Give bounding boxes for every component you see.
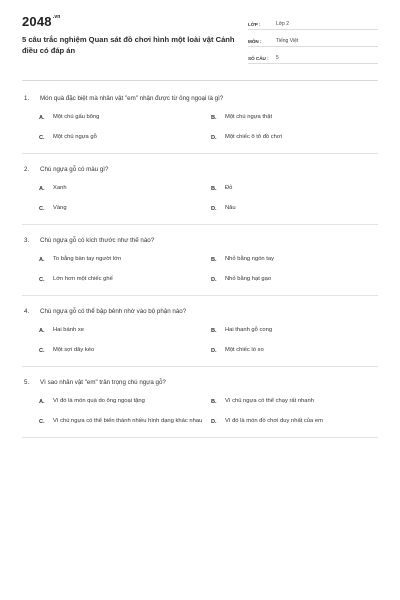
meta-label: MÔN :: [248, 39, 262, 44]
option-letter: C.: [39, 276, 45, 283]
question-prompt: Chú ngựa gỗ có kích thước như thế nào?: [40, 236, 155, 244]
option-c[interactable]: [39, 274, 211, 285]
option-letter: D.: [211, 276, 217, 283]
option-letter: B.: [211, 327, 217, 334]
option-text: Vì chú ngựa có thể chạy rất nhanh: [225, 398, 314, 404]
option-c[interactable]: [39, 345, 211, 356]
option-b[interactable]: [211, 183, 383, 194]
meta-label: SỐ CÂU :: [248, 56, 269, 61]
question-divider: [22, 366, 378, 367]
option-grid: [39, 183, 378, 214]
option-grid: [39, 325, 378, 356]
question-5: [22, 377, 378, 438]
question-2: [22, 164, 378, 225]
option-letter: C.: [39, 205, 45, 212]
question-divider: [22, 153, 378, 154]
option-a[interactable]: [39, 325, 211, 336]
option-text: Một chiếc ô tô đồ chơi: [225, 134, 282, 140]
option-text: Xanh: [53, 185, 67, 191]
option-d[interactable]: [211, 132, 383, 143]
option-text: Nhỏ bằng ngón tay: [225, 256, 274, 262]
option-letter: C.: [39, 418, 45, 425]
option-letter: C.: [39, 347, 45, 354]
question-text: [22, 306, 378, 316]
option-d[interactable]: [211, 203, 383, 214]
option-d[interactable]: [211, 416, 383, 427]
question-number: 1.: [24, 94, 30, 102]
option-letter: B.: [211, 256, 217, 263]
meta-row-count: [248, 50, 378, 64]
option-grid: [39, 396, 378, 427]
option-letter: A.: [39, 398, 45, 405]
meta-row-class: [248, 16, 378, 30]
question-1: [22, 93, 378, 154]
option-text: Vàng: [53, 205, 67, 211]
option-c[interactable]: [39, 416, 211, 427]
option-a[interactable]: [39, 183, 211, 194]
option-a[interactable]: [39, 254, 211, 265]
site-logo[interactable]: [22, 14, 237, 29]
meta-value: Tiếng Việt: [276, 38, 299, 44]
header-left: [22, 14, 237, 67]
meta-value: Lớp 2: [276, 21, 290, 27]
option-letter: C.: [39, 134, 45, 141]
option-c[interactable]: [39, 132, 211, 143]
option-text: Một chú gấu bông: [53, 114, 100, 120]
option-text: Một sợi dây kéo: [53, 347, 95, 353]
question-3: [22, 235, 378, 296]
option-text: Một chú ngựa thật: [225, 114, 273, 120]
option-a[interactable]: [39, 112, 211, 123]
option-text: Hai thanh gỗ cong: [225, 327, 273, 333]
question-prompt: Chú ngựa gỗ có màu gì?: [40, 165, 109, 173]
option-letter: D.: [211, 205, 217, 212]
option-d[interactable]: [211, 345, 383, 356]
option-letter: A.: [39, 114, 45, 121]
option-b[interactable]: [211, 254, 383, 265]
question-text: [22, 235, 378, 245]
option-text: Một chú ngựa gỗ: [53, 134, 97, 140]
meta-info: [248, 16, 378, 67]
option-grid: [39, 254, 378, 285]
question-prompt: Chú ngựa gỗ có thể bập bênh nhờ vào bộ phận nào?: [40, 307, 187, 315]
meta-row-subject: [248, 33, 378, 47]
logo-text: 2048: [22, 14, 52, 29]
meta-value: 5: [276, 55, 279, 61]
question-number: 5.: [24, 378, 30, 386]
option-b[interactable]: [211, 396, 383, 407]
question-number: 4.: [24, 307, 30, 315]
question-prompt: Vì sao nhân vật "em" trân trọng chú ngựa gỗ?: [40, 378, 166, 386]
option-letter: B.: [211, 398, 217, 405]
option-text: Đỏ: [225, 185, 233, 191]
option-letter: B.: [211, 185, 217, 192]
option-text: Nhỏ bằng hạt gạo: [225, 276, 272, 282]
question-divider: [22, 295, 378, 296]
option-letter: A.: [39, 327, 45, 334]
option-letter: A.: [39, 256, 45, 263]
option-text: Nâu: [225, 205, 236, 211]
option-text: Hai bánh xe: [53, 327, 84, 333]
option-letter: A.: [39, 185, 45, 192]
option-letter: D.: [211, 134, 217, 141]
option-text: Vì đó là món quà do ông ngoại tặng: [53, 398, 145, 404]
option-b[interactable]: [211, 112, 383, 123]
option-text: Một chiếc lò xo: [225, 347, 264, 353]
question-prompt: Món quà đặc biệt mà nhân vật "em" nhận được từ ông ngoại là gì?: [40, 94, 224, 102]
question-divider: [22, 224, 378, 225]
option-grid: [39, 112, 378, 143]
option-b[interactable]: [211, 325, 383, 336]
question-text: [22, 377, 378, 387]
page-header: [22, 14, 378, 67]
question-text: [22, 93, 378, 103]
option-d[interactable]: [211, 274, 383, 285]
meta-label: LỚP :: [248, 22, 261, 27]
document-title: 5 câu trắc nghiệm Quan sát đồ chơi hình một loài vật Cảnh điều có đáp án: [22, 35, 235, 55]
option-a[interactable]: [39, 396, 211, 407]
question-number: 2.: [24, 165, 30, 173]
option-letter: B.: [211, 114, 217, 121]
option-text: Lớn hơn một chiếc ghế: [53, 276, 113, 282]
option-c[interactable]: [39, 203, 211, 214]
option-text: Vì đó là món đồ chơi duy nhất của em: [225, 418, 323, 424]
option-letter: D.: [211, 418, 217, 425]
logo-domain: .vn: [52, 14, 61, 20]
question-4: [22, 306, 378, 367]
option-text: Vì chú ngựa có thể biến thành nhiều hình dạng khác nhau: [53, 418, 203, 424]
option-letter: D.: [211, 347, 217, 354]
option-text: To bằng bàn tay người lớn: [53, 256, 122, 262]
question-list: [22, 93, 378, 438]
question-divider: [22, 437, 378, 438]
question-text: [22, 164, 378, 174]
header-divider: [22, 80, 378, 81]
question-number: 3.: [24, 236, 30, 244]
